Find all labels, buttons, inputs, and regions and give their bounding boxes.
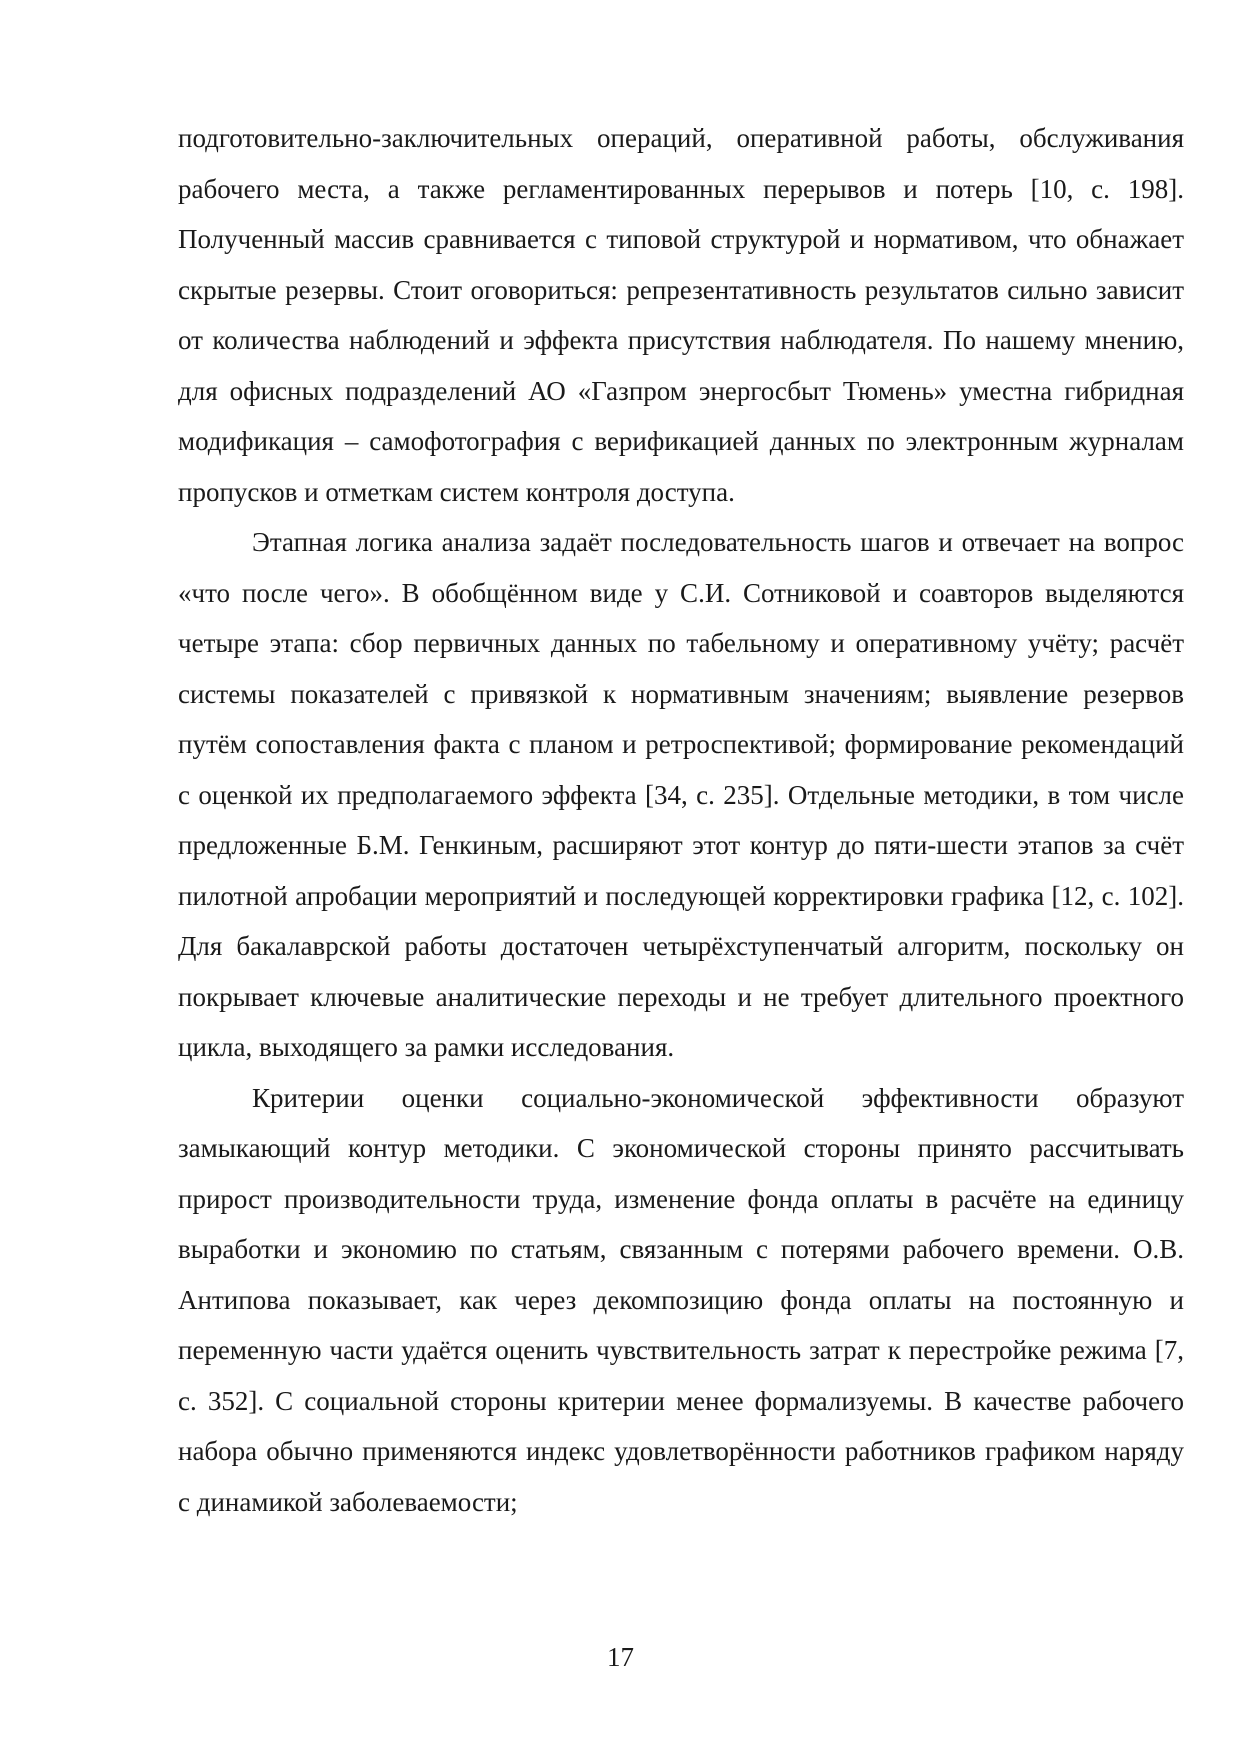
- paragraph-stages: Этапная логика анализа задаёт последовательность шагов и отвечает на вопрос «что после чего». В обобщённом виде у С.И. Сотниковой и соавторов выделяются четыре этапа: сбор первичных данных по табельному и оперативному учёту; расчёт системы показателей с привязкой к нормативным значениям; выявление резервов путём сопоставления факта с планом и ретроспективой; формирование рекомендаций с оценкой их предполагаемого эффекта [34, с. 235]. Отдельные методики, в том числе предложенные Б.М. Генкиным, расширяют этот контур до пяти-шести этапов за счёт пилотной апробации мероприятий и последующей корректировки графика [12, с. 102]. Для бакалаврской работы достаточен четырёхступенчатый алгоритм, поскольку он покрывает ключевые аналитические переходы и не требует длительного проектного цикла, выходящего за рамки исследования.: [178, 527, 1184, 1062]
- paragraph-criteria: Критерии оценки социально-экономической эффективности образуют замыкающий контур методики. С экономической стороны принято рассчитывать прирост производительности труда, изменение фонда оплаты в расчёте на единицу выработки и экономию по статьям, связанным с потерями рабочего времени. О.В. Антипова показывает, как через декомпозицию фонда оплаты на постоянную и переменную части удаётся оценить чувствительность затрат к перестройке режима [7, с. 352]. С социальной стороны критерии менее формализуемы. В качестве рабочего набора обычно применяются индекс удовлетворённости работников графиком наряду с динамикой заболеваемости;: [178, 1082, 1184, 1517]
- paragraph-continuation: подготовительно-заключительных операций, оперативной работы, обслуживания рабочего места, а также регламентированных перерывов и потерь [10, с. 198]. Полученный массив сравнивается с типовой структурой и нормативом, что обнажает скрытые резервы. Стоит оговориться: репрезентативность результатов сильно зависит от количества наблюдений и эффекта присутствия наблюдателя. По нашему мнению, для офисных подразделений АО «Газпром энергосбыт Тюмень» уместна гибридная модификация – самофотография с верификацией данных по электронным журналам пропусков и отметкам систем контроля доступа.: [178, 123, 1184, 507]
- body-text: [178, 113, 1184, 1527]
- page-number: 17: [607, 1642, 634, 1672]
